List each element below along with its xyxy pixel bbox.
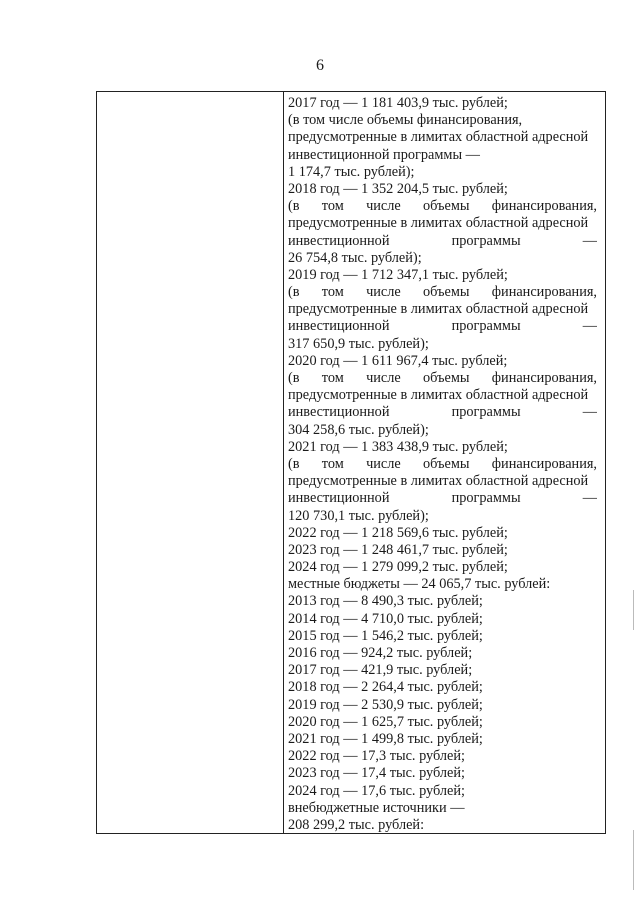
text-line: 2023 год — 1 248 461,7 тыс. рублей; <box>288 541 508 558</box>
text-line: инвестиционной программы — <box>288 146 480 163</box>
text-line: 2022 год — 1 218 569,6 тыс. рублей; <box>288 524 508 541</box>
text-line: 2023 год — 17,4 тыс. рублей; <box>288 765 466 782</box>
text-line: внебюджетные источники — <box>288 799 465 816</box>
text-line: (в том числе объемы финансирования, <box>288 455 597 472</box>
text-line: (в том числе объемы финансирования, <box>288 112 523 129</box>
text-line: 2024 год — 1 279 099,2 тыс. рублей; <box>288 559 508 576</box>
scan-edge-mark <box>633 830 634 890</box>
text-line: предусмотренные в лимитах областной адресной <box>288 387 589 404</box>
text-line: 2024 год — 17,6 тыс. рублей; <box>288 782 466 799</box>
text-line: (в том числе объемы финансирования, <box>288 198 597 215</box>
text-line: 2022 год — 17,3 тыс. рублей; <box>288 748 466 765</box>
text-line: 317 650,9 тыс. рублей); <box>288 335 429 352</box>
text-line: 2020 год — 1 611 967,4 тыс. рублей; <box>288 352 508 369</box>
text-line: 26 754,8 тыс. рублей); <box>288 249 422 266</box>
text-line: 2018 год — 2 264,4 тыс. рублей; <box>288 679 483 696</box>
text-line: 2015 год — 1 546,2 тыс. рублей; <box>288 627 483 644</box>
text-line: предусмотренные в лимитах областной адресной <box>288 215 589 232</box>
text-line: 304 258,6 тыс. рублей); <box>288 421 429 438</box>
text-line: предусмотренные в лимитах областной адресной <box>288 129 589 146</box>
text-line: 2018 год — 1 352 204,5 тыс. рублей; <box>288 180 508 197</box>
page-number: 6 <box>316 57 324 74</box>
table-column-divider <box>283 92 284 833</box>
text-line: предусмотренные в лимитах областной адресной <box>288 473 589 490</box>
text-line: инвестиционной программы — <box>288 232 597 249</box>
text-line: инвестиционной программы — <box>288 490 597 507</box>
text-line: (в том числе объемы финансирования, <box>288 284 597 301</box>
text-line: 208 299,2 тыс. рублей: <box>288 816 425 833</box>
text-line: местные бюджеты — 24 065,7 тыс. рублей: <box>288 576 551 593</box>
text-line: 1 174,7 тыс. рублей); <box>288 163 415 180</box>
table-right-cell <box>288 95 597 834</box>
text-line: 2020 год — 1 625,7 тыс. рублей; <box>288 713 483 730</box>
financing-table <box>96 91 606 834</box>
text-line: 2019 год — 2 530,9 тыс. рублей; <box>288 696 483 713</box>
text-line: 2016 год — 924,2 тыс. рублей; <box>288 645 473 661</box>
table-left-cell <box>97 92 283 833</box>
text-line: 2017 год — 1 181 403,9 тыс. рублей; <box>288 95 508 111</box>
text-line: 2021 год — 1 383 438,9 тыс. рублей; <box>288 438 508 455</box>
text-line: (в том числе объемы финансирования, <box>288 370 597 386</box>
text-line: инвестиционной программы — <box>288 318 597 335</box>
text-line: 2021 год — 1 499,8 тыс. рублей; <box>288 730 483 747</box>
text-line: предусмотренные в лимитах областной адресной <box>288 301 589 318</box>
text-line: 2014 год — 4 710,0 тыс. рублей; <box>288 610 483 627</box>
text-line: 2019 год — 1 712 347,1 тыс. рублей; <box>288 266 508 283</box>
text-line: 2017 год — 421,9 тыс. рублей; <box>288 662 473 679</box>
scan-edge-mark <box>633 590 634 630</box>
text-line: 120 730,1 тыс. рублей); <box>288 507 429 524</box>
text-line: инвестиционной программы — <box>288 404 597 421</box>
text-line: 2013 год — 8 490,3 тыс. рублей; <box>288 593 483 610</box>
